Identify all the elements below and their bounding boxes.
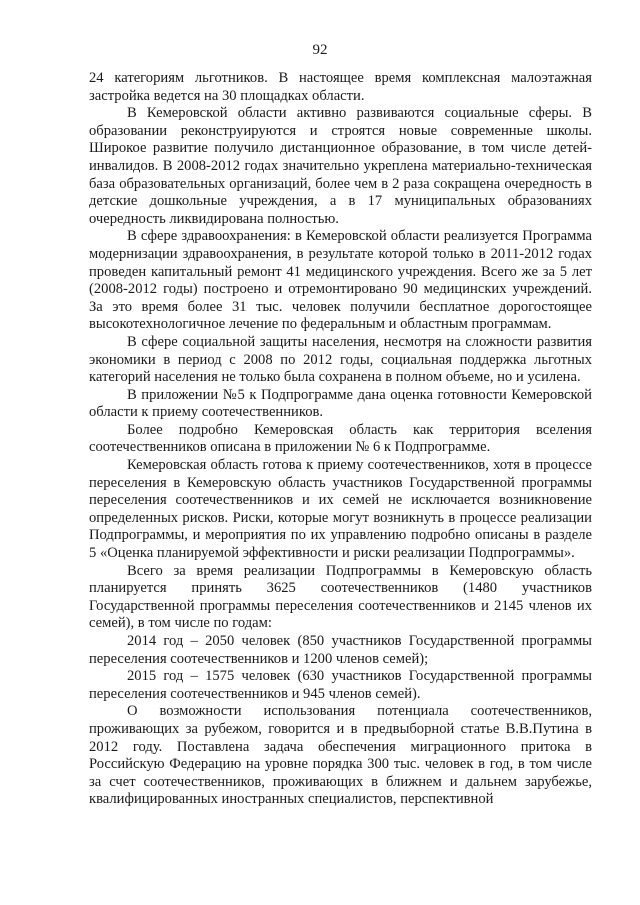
paragraph-11: О возможности использования потенциала соотечественников, проживающих за рубежом, говорится и в предвыборной статье В.В.Путина в 2012 году. Поставлена задача обеспечения миграционного притока в Российскую Федерацию на уровне порядка 300 тыс. человек в год, в том числе за счет соотечественников, проживающих в ближнем и дальнем зарубежье, квалифицированных иностранных специалистов, перспективной (89, 703, 592, 808)
paragraph-7: Кемеровская область готова к приему соотечественников, хотя в процессе переселения в Кемеровскую область участников Государственной программы переселения соотечественников и их семей не исключается возникновение определенных рисков. Риски, которые могут возникнуть в процессе реализации Подпрограммы, и мероприятия по их управлению подробно описаны в разделе 5 «Оценка планируемой эффективности и риски реализации Подпрограммы». (89, 457, 592, 562)
paragraph-5: В приложении №5 к Подпрограмме дана оценка готовности Кемеровской области к приему соотечественников. (89, 386, 592, 421)
paragraph-9: 2014 год – 2050 человек (850 участников Государственной программы переселения соотечественников и 1200 членов семей); (89, 633, 592, 667)
paragraph-10: 2015 год – 1575 человек (630 участников Государственной программы переселения соотечественников и 945 членов семей). (89, 668, 592, 702)
paragraph-6: Более подробно Кемеровская область как территория вселения соотечественников описана в приложении № 6 к Подпрограмме. (89, 421, 592, 456)
paragraph-2: В Кемеровской области активно развиваются социальные сферы. В образовании реконструируются и строятся новые современные школы. Широкое развитие получило дистанционное образование, в том числе детей-инвалидов. В 2008-2012 годах значительно укреплена материально-техническая база образовательных организаций, более чем в 2 раза сокращена очередность в детские дошкольные учреждения, а в 17 муниципальных образованиях очередность ликвидирована полностью. (89, 105, 592, 227)
paragraph-1: 24 категориям льготников. В настоящее время комплексная малоэтажная застройка ведется на 30 площадках области. (89, 70, 592, 104)
page-number: 92 (312, 42, 328, 58)
paragraph-4: В сфере социальной защиты населения, несмотря на сложности развития экономики в период с 2008 по 2012 годы, социальная поддержка льготных категорий населения не только была сохранена в полном объеме, но и усилена. (89, 333, 592, 386)
body-text (89, 70, 592, 809)
paragraph-8: Всего за время реализации Подпрограммы в Кемеровскую область планируется принять 3625 соотечественников (1480 участников Государственной программы переселения соотечественников и 2145 членов их семей), в том числе по годам: (89, 562, 592, 632)
paragraph-3: В сфере здравоохранения: в Кемеровской области реализуется Программа модернизации здравоохранения, в результате которой только в 2011-2012 годах проведен капитальный ремонт 41 медицинского учреждения. Всего же за 5 лет (2008-2012 годы) построено и отремонтировано 90 медицинских учреждений. За это время более 31 тыс. человек получили бесплатное дорогостоящее высокотехнологичное лечение по федеральным и областным программам. (89, 228, 592, 333)
